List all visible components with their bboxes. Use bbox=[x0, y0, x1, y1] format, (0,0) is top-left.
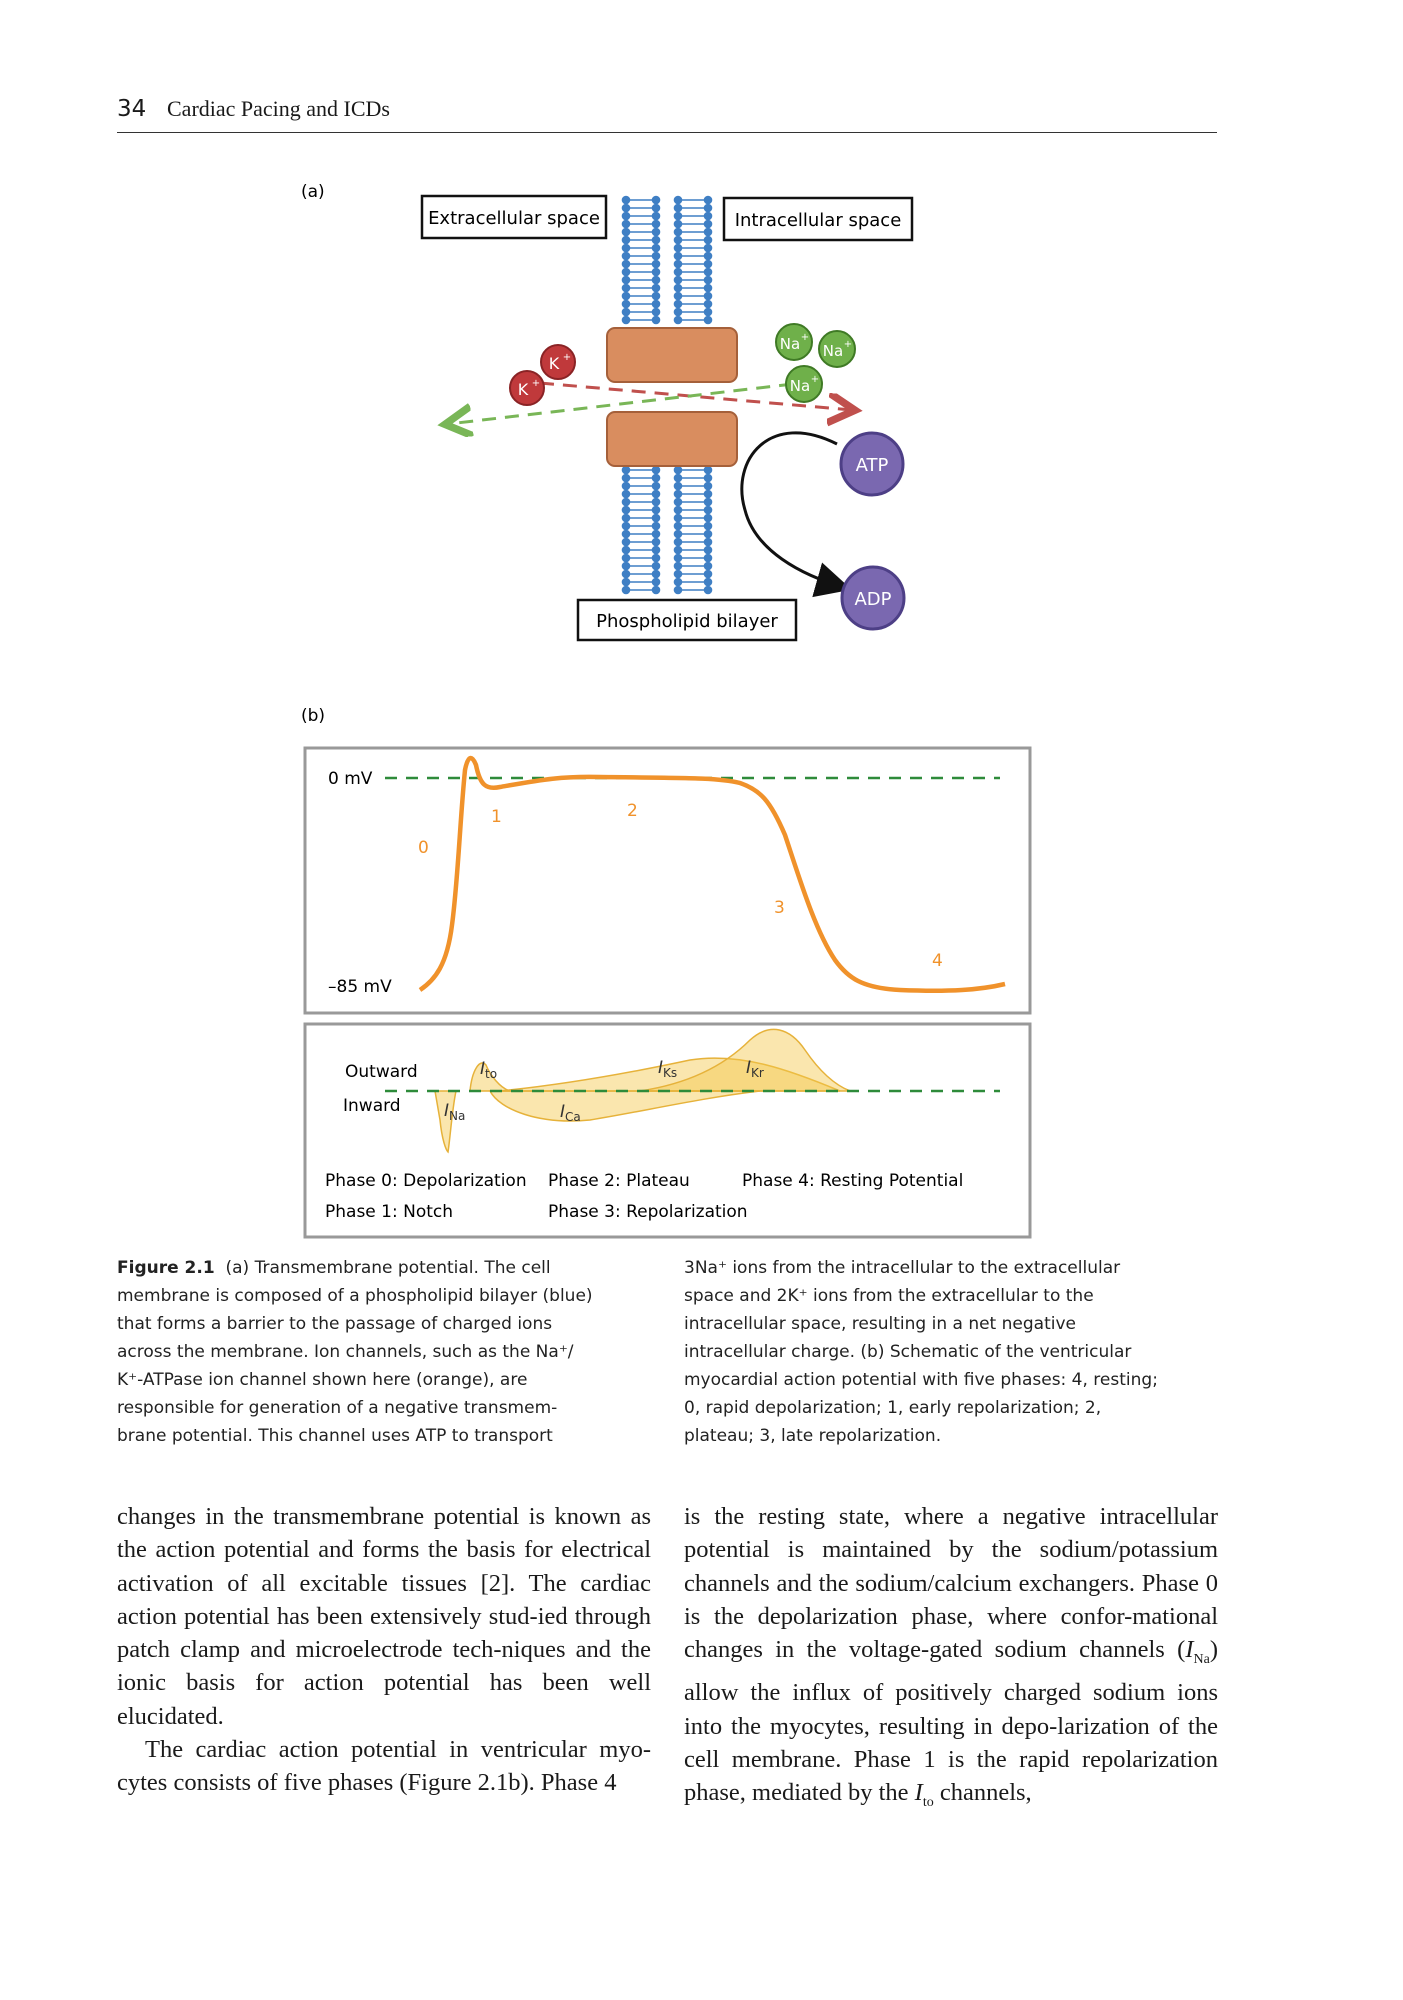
k-ion-label: K bbox=[548, 354, 560, 373]
figure-panel-a bbox=[0, 0, 1403, 700]
figure-caption-right bbox=[684, 1254, 1224, 1450]
body-paragraph: is the resting state, where a negative intracellular potential is maintained by the sodium/potassium channels and the sodium/calcium exchangers. Phase 0 is the depolarization phase, where confor-mational changes in the voltage-gated sodium channels $(I_{Na})$ allow the influx of positively charged sodium ions into the myocytes, resulting in depo-larization of the cell membrane. Phase 1 is the rapid repolarization phase, mediated by the $I_{to}$ channels, bbox=[684, 1503, 1218, 1811]
svg-text:K bbox=[518, 380, 529, 399]
svg-text:+: + bbox=[843, 339, 853, 350]
body-paragraph: changes in the transmembrane potential is known as the action potential and forms the basis for electrical activation of all excitable tissues [2]. The cardiac action potential has been extensively stud-ied through patch clamp and microelectrode tech-niques and the ionic basis for action potential has been well elucidated. bbox=[117, 1503, 651, 1730]
caption-line: space and 2K⁺ ions from the extracellular to the bbox=[684, 1286, 1094, 1306]
sodium-ion-1 bbox=[776, 324, 812, 360]
svg-text:+: + bbox=[800, 332, 810, 343]
caption-line: K⁺-ATPase ion channel shown here (orange), are bbox=[117, 1370, 528, 1390]
k-ion-label: K bbox=[517, 380, 529, 399]
svg-text:Na bbox=[823, 342, 843, 360]
running-title: Cardiac Pacing and ICDs bbox=[167, 96, 390, 121]
phase-0-label: 0 bbox=[418, 838, 429, 858]
na-ion-label: Na bbox=[822, 342, 844, 360]
caption-line: myocardial action potential with five phases: 4, resting; bbox=[684, 1370, 1158, 1390]
caption-line: plateau; 3, late repolarization. bbox=[684, 1426, 942, 1446]
legend-phase-2: Phase 2: Plateau bbox=[548, 1171, 690, 1191]
bilayer-label: Phospholipid bilayer bbox=[596, 611, 778, 632]
svg-text:Na bbox=[790, 377, 810, 395]
sodium-ion-2 bbox=[819, 331, 855, 367]
potassium-ion-2 bbox=[510, 371, 544, 405]
adp-label: ADP bbox=[854, 589, 892, 610]
svg-text:+: + bbox=[531, 378, 541, 389]
svg-text:+: + bbox=[810, 374, 820, 385]
sodium-ion-3 bbox=[786, 366, 822, 402]
inward-label: Inward bbox=[343, 1096, 401, 1116]
caption-line: that forms a barrier to the passage of charged ions bbox=[117, 1314, 553, 1334]
phase-4-label: 4 bbox=[932, 951, 943, 971]
legend-phase-0: Phase 0: Depolarization bbox=[325, 1171, 527, 1191]
intracellular-label: Intracellular space bbox=[734, 210, 902, 231]
ion-channel-top bbox=[607, 328, 737, 382]
figure-panel-b bbox=[0, 690, 1403, 1250]
caption-line: intracellular space, resulting in a net negative bbox=[684, 1314, 1076, 1334]
ito-label: $I_{to}$ bbox=[480, 1059, 498, 1081]
outward-label: Outward bbox=[345, 1062, 418, 1082]
page-number: 34 bbox=[117, 96, 147, 122]
na-ion-label: Na bbox=[779, 335, 801, 353]
caption-line: across the membrane. Ion channels, such as the Na⁺/ bbox=[117, 1342, 574, 1362]
svg-text:K bbox=[549, 354, 560, 373]
ikr-label: $I_{Kr}$ bbox=[746, 1058, 764, 1080]
zero-mv-label: 0 mV bbox=[328, 769, 373, 789]
extracellular-label: Extracellular space bbox=[428, 208, 600, 229]
na-ion-label: Na bbox=[789, 377, 811, 395]
panel-b-label: (b) bbox=[301, 706, 326, 726]
ina-label: $I_{Na}$ bbox=[444, 1101, 466, 1123]
body-paragraph: The cardiac action potential in ventricular myo-cytes consists of five phases (Figure 2.1b). Phase 4 bbox=[117, 1736, 651, 1797]
svg-text:Na bbox=[780, 335, 800, 353]
ica-label: $I_{Ca}$ bbox=[560, 1102, 581, 1124]
legend-phase-1: Phase 1: Notch bbox=[325, 1202, 454, 1222]
figure-caption-left bbox=[117, 1254, 657, 1450]
legend-phase-3: Phase 3: Repolarization bbox=[548, 1202, 748, 1222]
caption-line: (a) Transmembrane potential. The cell bbox=[225, 1258, 551, 1278]
svg-text:+: + bbox=[562, 352, 572, 363]
caption-line: intracellular charge. (b) Schematic of the ventricular bbox=[684, 1342, 1132, 1362]
caption-line: 0, rapid depolarization; 1, early repolarization; 2, bbox=[684, 1398, 1102, 1418]
caption-line: membrane is composed of a phospholipid bilayer (blue) bbox=[117, 1286, 593, 1306]
atp-hydrolysis-arrow bbox=[742, 433, 846, 588]
phase-2-label: 2 bbox=[627, 801, 638, 821]
body-column-right bbox=[684, 1500, 1218, 1820]
iks-label: $I_{Ks}$ bbox=[658, 1058, 678, 1080]
action-potential-box bbox=[305, 748, 1030, 1013]
panel-a-label: (a) bbox=[301, 182, 325, 202]
caption-line: brane potential. This channel uses ATP to transport bbox=[117, 1426, 553, 1446]
potassium-ion-1 bbox=[541, 345, 575, 379]
phase-3-label: 3 bbox=[774, 898, 785, 918]
figure-label: Figure 2.1 bbox=[117, 1258, 215, 1278]
atp-label: ATP bbox=[855, 455, 889, 476]
ion-channel-bottom bbox=[607, 412, 737, 466]
phase-1-label: 1 bbox=[491, 807, 502, 827]
caption-line: responsible for generation of a negative transmem- bbox=[117, 1398, 558, 1418]
body-column-left bbox=[117, 1500, 651, 1800]
legend-phase-4: Phase 4: Resting Potential bbox=[742, 1171, 964, 1191]
rest-mv-label: –85 mV bbox=[328, 977, 392, 997]
caption-line: 3Na⁺ ions from the intracellular to the extracellular bbox=[684, 1258, 1121, 1278]
